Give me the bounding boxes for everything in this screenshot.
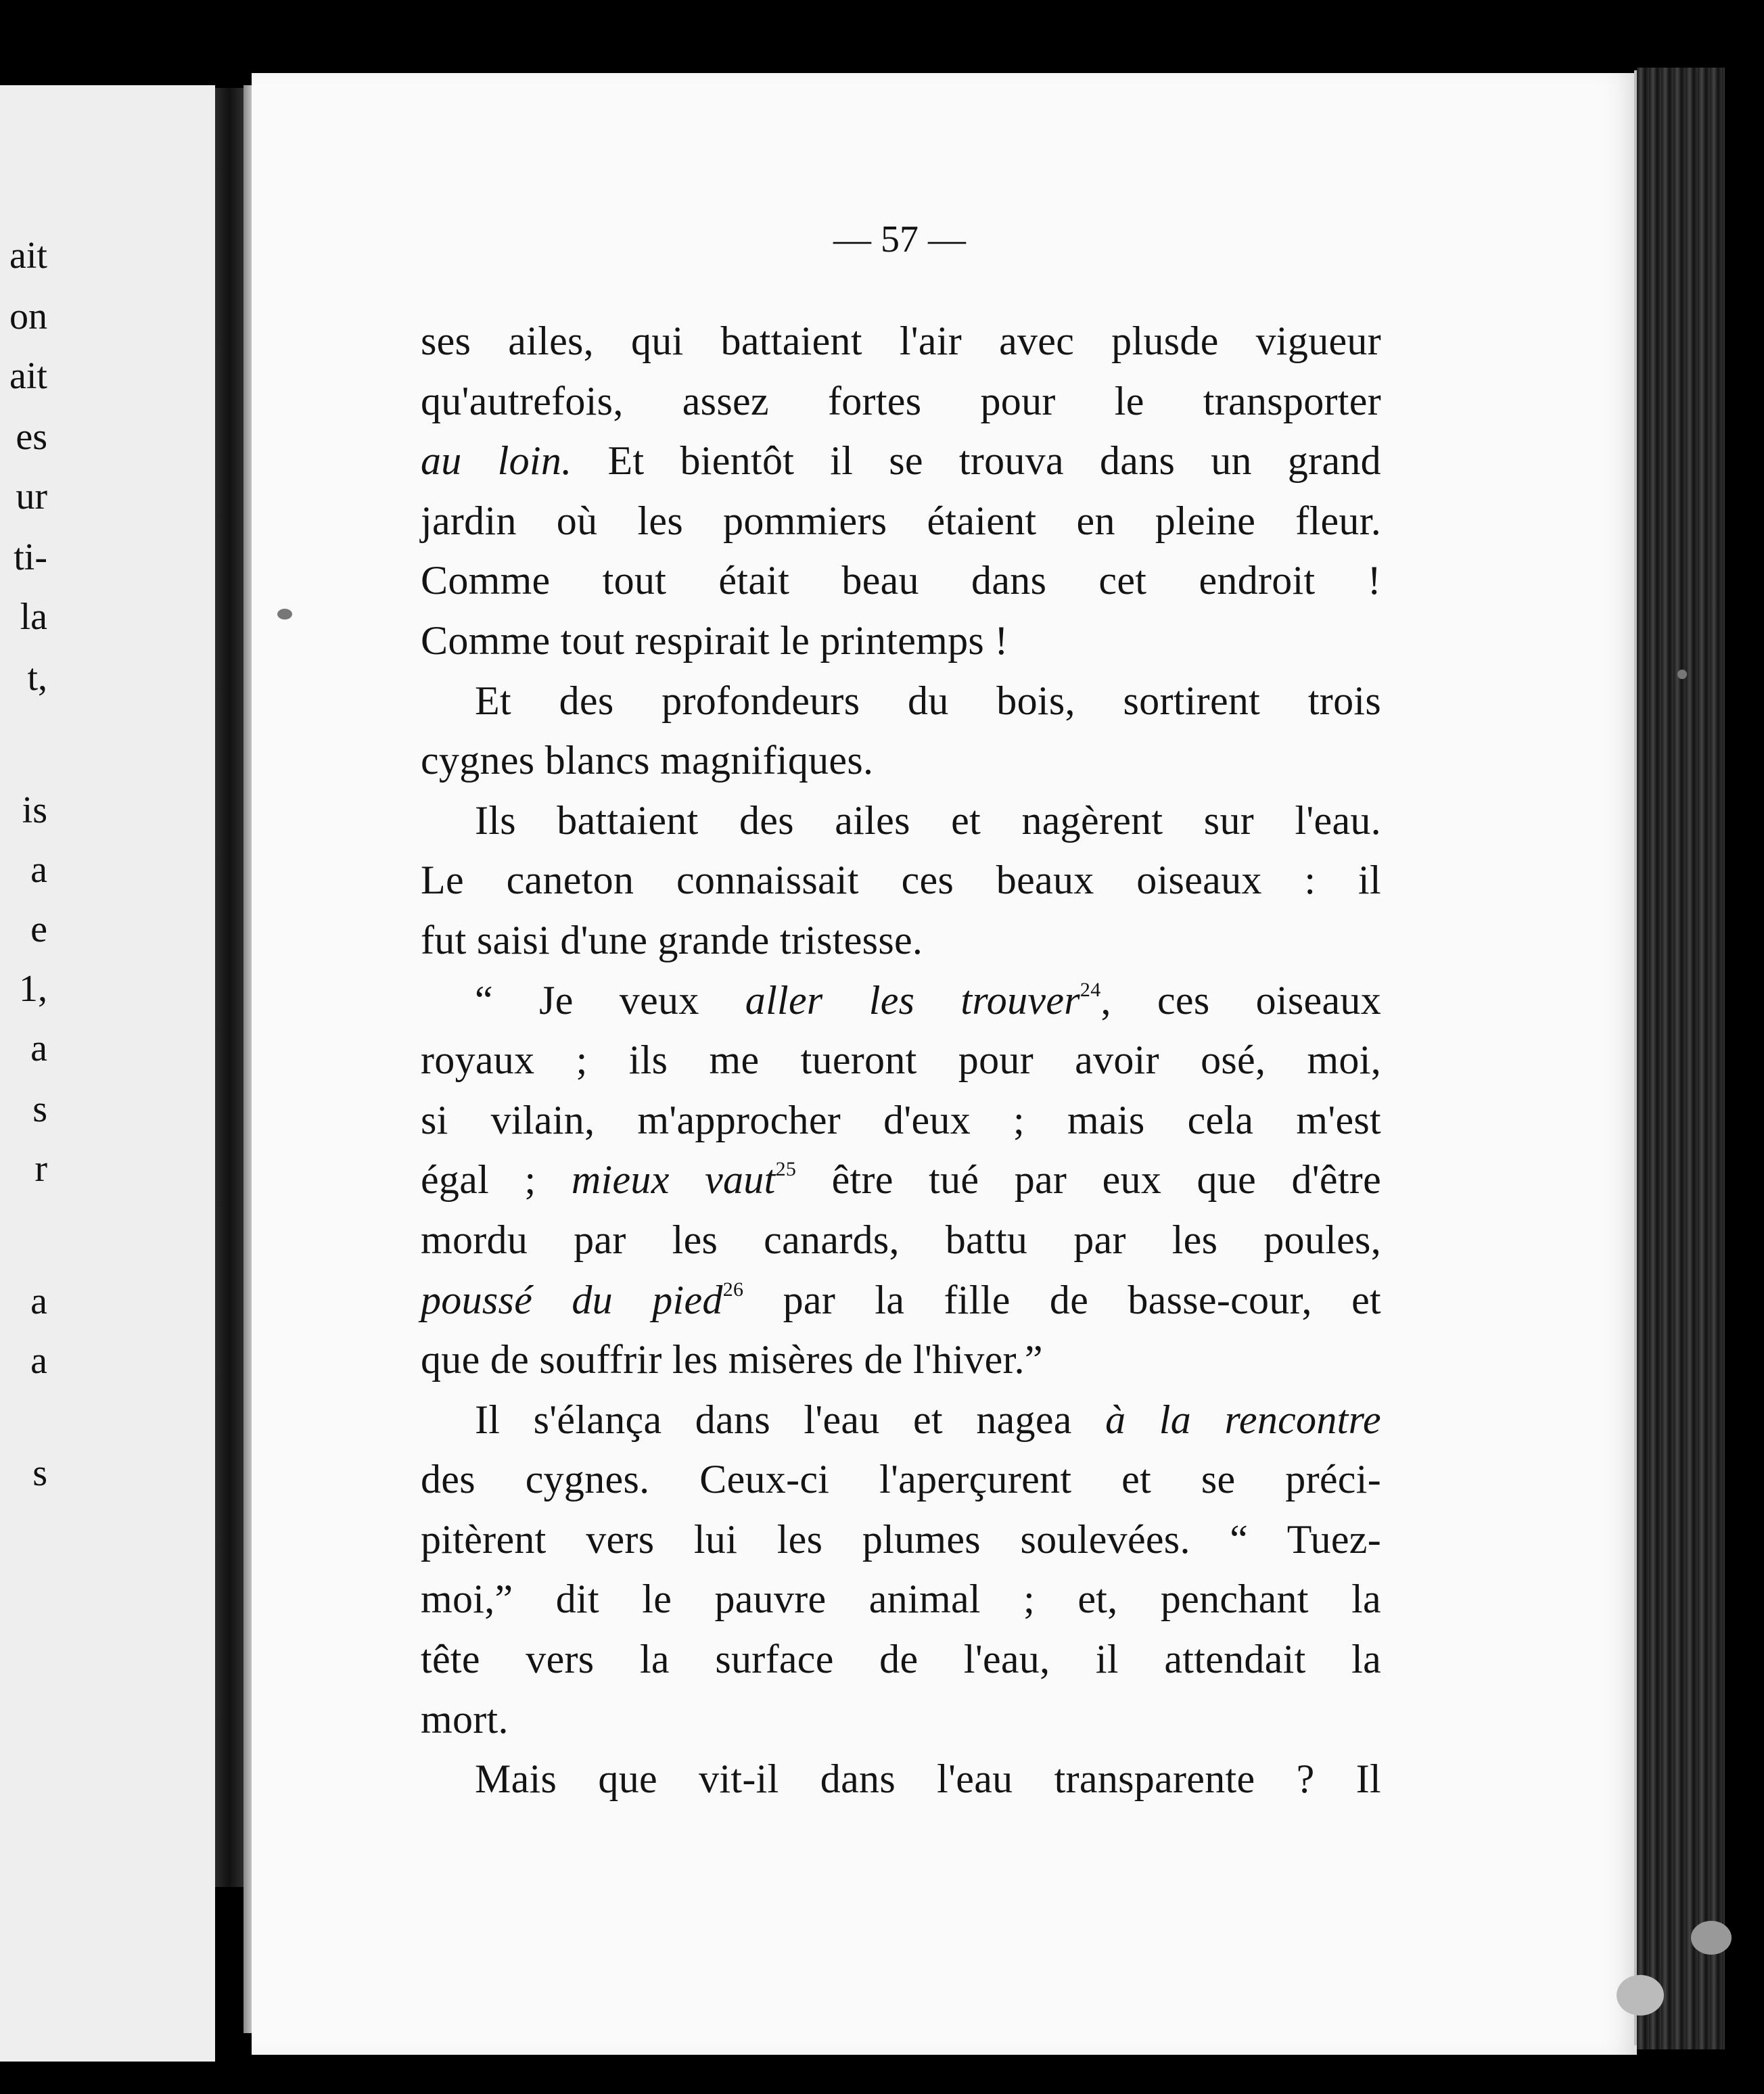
- text-line: [421, 791, 1381, 851]
- text-line: [421, 1449, 1381, 1510]
- text-run: jardin où les pommiers étaient en pleine fleur.: [421, 498, 1381, 543]
- text-line: [421, 730, 1381, 791]
- facing-page-fragment: t,: [27, 657, 47, 699]
- text-line: [421, 551, 1381, 611]
- footnote-ref: 25: [775, 1158, 797, 1181]
- text-line: [421, 1629, 1381, 1690]
- text-run: royaux ; ils me tueront pour avoir osé, moi,: [421, 1038, 1381, 1083]
- facing-page-fragment: es: [16, 416, 47, 458]
- facing-page-fragment: is: [22, 789, 47, 831]
- italic-text: mieux vaut: [571, 1157, 776, 1203]
- facing-page-fragment: on: [9, 296, 47, 338]
- text-run: pitèrent vers lui les plumes soulevées. “ Tuez-: [421, 1516, 1381, 1562]
- text-run: cygnes blancs magnifiques.: [421, 738, 874, 783]
- footnote-ref: 24: [1080, 978, 1101, 1001]
- page-stack-edges: [1637, 68, 1725, 2049]
- text-run: Comme tout était beau dans cet endroit !: [421, 558, 1381, 603]
- text-run: Mais que vit-il dans l'eau transparente ? Il: [475, 1756, 1381, 1802]
- facing-page-fragment: e: [30, 908, 47, 950]
- text-run: Ils battaient des ailes et nagèrent sur l'eau.: [475, 797, 1381, 843]
- facing-page-fragment: a: [30, 1027, 47, 1069]
- facing-page-fragment: 1,: [19, 968, 47, 1010]
- text-run: égal ;: [421, 1157, 572, 1203]
- facing-page-fragment: a: [30, 1280, 47, 1322]
- text-line: [421, 431, 1381, 491]
- text-run: qu'autrefois, assez fortes pour le transporter: [421, 378, 1381, 423]
- text-line: [421, 1030, 1381, 1090]
- text-run: par la fille de basse-cour, et: [743, 1277, 1381, 1322]
- text-run: Et des profondeurs du bois, sortirent trois: [475, 678, 1381, 723]
- facing-page-fragment: ait: [9, 235, 47, 277]
- text-run: moi,” dit le pauvre animal ; et, penchant la: [421, 1577, 1381, 1622]
- text-line: [421, 1569, 1381, 1629]
- text-run: fut saisi d'une grande tristesse.: [421, 917, 923, 962]
- text-line: [421, 1690, 1381, 1750]
- text-run: mort.: [421, 1696, 509, 1742]
- text-line: [421, 1510, 1381, 1570]
- text-line: [421, 850, 1381, 910]
- text-run: Et bientôt il se trouva dans un grand: [572, 438, 1381, 484]
- facing-page-fragment: la: [20, 596, 47, 638]
- text-run: ses ailes, qui battaient l'air avec plusde vigueur: [421, 319, 1381, 363]
- facing-page-fragment: ait: [9, 355, 47, 397]
- text-run: Le caneton connaissait ces beaux oiseaux : il: [421, 858, 1381, 903]
- text-line: [421, 1090, 1381, 1150]
- facing-page-fragment: a: [30, 1340, 47, 1382]
- facing-page-text-fragments: [0, 85, 47, 2062]
- italic-text: à la rencontre: [1105, 1397, 1381, 1442]
- facing-page-fragment: a: [30, 849, 47, 891]
- text-run: , ces oiseaux: [1100, 977, 1381, 1023]
- scan-speck: [1617, 1975, 1664, 2016]
- text-run: Comme tout respirait le printemps !: [421, 618, 1008, 663]
- text-run: être tué par eux que d'être: [796, 1157, 1381, 1203]
- facing-page-fragment: s: [32, 1088, 47, 1130]
- text-line: [421, 1150, 1381, 1210]
- text-line: [421, 1390, 1381, 1450]
- facing-page-fragment: ti-: [14, 536, 47, 578]
- text-run: mordu par les canards, battu par les poules,: [421, 1217, 1381, 1262]
- text-line: [421, 311, 1381, 371]
- scan-speck: [1677, 670, 1687, 679]
- footnote-ref: 26: [722, 1278, 744, 1301]
- text-line: [421, 371, 1381, 432]
- text-run: Il s'élança dans l'eau et nagea: [475, 1397, 1106, 1442]
- italic-text: poussé du pied: [421, 1277, 723, 1322]
- text-run: tête vers la surface de l'eau, il attendait la: [421, 1637, 1381, 1682]
- body-text: [421, 311, 1381, 1809]
- text-line: [421, 1749, 1381, 1809]
- page-number: — 57 —: [833, 218, 966, 260]
- text-line: [421, 1330, 1381, 1390]
- text-run: “ Je veux: [475, 977, 745, 1023]
- text-line: [421, 971, 1381, 1031]
- text-run: si vilain, m'approcher d'eux ; mais cela m'est: [421, 1097, 1381, 1142]
- italic-text: aller les trouver: [745, 977, 1080, 1023]
- italic-text: au loin.: [421, 438, 572, 484]
- text-run: que de souffrir les misères de l'hiver.”: [421, 1337, 1043, 1382]
- text-line: [421, 491, 1381, 551]
- facing-page-fragment: ur: [16, 475, 47, 517]
- text-run: des cygnes. Ceux-ci l'aperçurent et se préci-: [421, 1457, 1381, 1502]
- text-line: [421, 671, 1381, 731]
- scan-speck: [277, 609, 292, 620]
- facing-page-fragment: r: [34, 1148, 47, 1190]
- facing-page-fragment: s: [32, 1452, 47, 1494]
- facing-page: [0, 85, 215, 2062]
- text-line: [421, 611, 1381, 671]
- scan-speck: [1691, 1921, 1732, 1955]
- text-line: [421, 910, 1381, 971]
- text-line: [421, 1270, 1381, 1330]
- text-line: [421, 1210, 1381, 1270]
